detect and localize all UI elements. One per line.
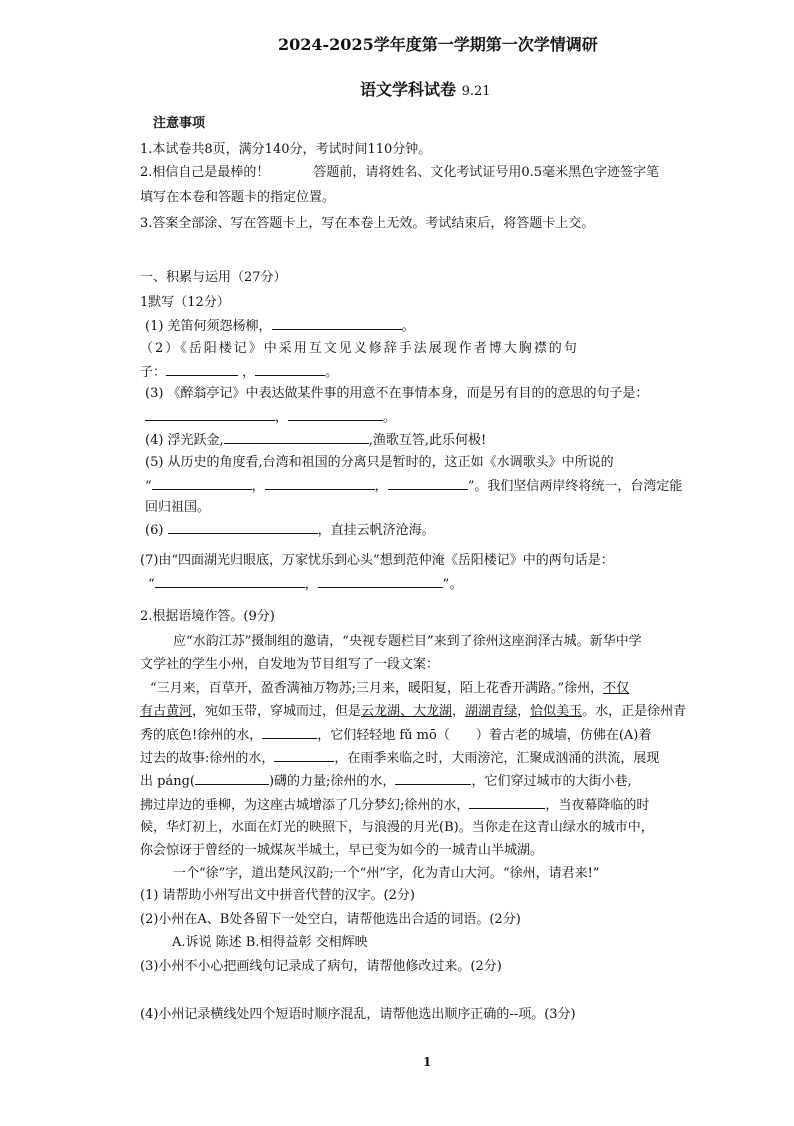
q1-item-4: (4) 浮光跃金, ,渔歌互答,此乐何极!: [145, 430, 486, 451]
q2-sub-2: (2)小州在A、B处各留下一处空白，请帮他选出合适的词语。(2分): [140, 912, 521, 927]
exam-subtitle: [360, 80, 491, 102]
q2-passage-line-3: 秀的底色!徐州的水， ，它们轻轻地 fǔ mō（ ）着古老的城墙，仿佛在(A)着: [140, 725, 651, 746]
answer-blank[interactable]: [145, 407, 275, 421]
q2-passage-line-7: 候，华灯初上，水面在灯光的映照下，与浪漫的月光(B)。当你走在这青山绿水的城市中，: [140, 820, 654, 835]
notice-item-2-body: 答题前，请将姓名、文化考试证号用0.5毫米黑色字迹签字笔: [313, 165, 660, 180]
q2-passage-line-5: 出 páng( )礴的力量;徐州的水， ，它们穿过城市的大街小巷,: [140, 771, 632, 792]
subject-label: 语文学科试卷: [360, 80, 457, 99]
q1-item-7: (7)由“四面湖光归眼底，万家忧乐到心头”想到范仲淹《岳阳楼记》中的两句话是：: [140, 553, 614, 568]
notice-item-2-lead: 2.相信自己是最棒的！: [140, 165, 270, 180]
answer-blank[interactable]: [274, 748, 334, 762]
answer-blank[interactable]: [224, 430, 369, 444]
q2-passage-line-6: 拂过岸边的垂柳，为这座古城增添了几分梦幻;徐州的水， ，当夜幕降临的时: [140, 795, 649, 816]
q1-item-7-blanks: “ ， ”。: [148, 574, 462, 595]
answer-blank[interactable]: [166, 362, 238, 376]
q2-passage-line-9: 一个“徐”字，道出楚风汉韵;一个“州”字，化为青山大河。“徐州，请君来!”: [173, 866, 600, 881]
q1-item-1: (1) 羌笛何须怨杨柳， 。: [145, 316, 415, 337]
answer-blank[interactable]: [395, 771, 471, 785]
section-1-heading: 一、积累与运用（27分）: [140, 270, 287, 285]
q2-passage-line-8: 你会惊讶于曾经的一城煤灰半城土，早已变为如今的一城青山半城湖。: [140, 843, 544, 858]
answer-blank[interactable]: [272, 316, 402, 330]
answer-blank[interactable]: [255, 362, 325, 376]
notice-item-3: 3.答案全部涂、写在答题卡上，写在本卷上无效。考试结束后，将答题卡上交。: [140, 216, 595, 231]
q2-passage-line-1: “三月来，百草开，盈香满袖万物苏;三月来，暖阳复，陌上花香开满路。”徐州，不仅: [150, 681, 630, 696]
notice-item-2: [140, 163, 659, 183]
q1-item-6: (6) ，直挂云帆济沧海。: [145, 520, 435, 541]
exam-title: 2024-2025学年度第一学期第一次学情调研: [278, 35, 598, 54]
q1-item-3-blanks: ， 。: [145, 407, 396, 428]
q2-paragraph-1-cont: 文学社的学生小州，自发地为节目组写了一段文案：: [140, 657, 440, 672]
answer-blank[interactable]: [152, 476, 252, 490]
answer-blank[interactable]: [318, 574, 443, 588]
page-number: 1: [423, 1055, 432, 1069]
answer-blank[interactable]: [388, 476, 468, 490]
notice-heading: 注意事项: [153, 116, 206, 131]
answer-blank[interactable]: [195, 771, 269, 785]
q1-item-2-cont: 子： ， 。: [140, 362, 338, 383]
q2-heading: 2.根据语境作答。(9分): [140, 609, 275, 624]
q1-heading: 1默写（12分）: [140, 295, 230, 310]
answer-blank[interactable]: [262, 725, 317, 739]
answer-blank[interactable]: [155, 574, 305, 588]
notice-item-1: 1.本试卷共8页，满分140分，考试时间110分钟。: [140, 142, 432, 157]
answer-blank[interactable]: [265, 476, 375, 490]
answer-blank[interactable]: [469, 795, 545, 809]
q2-passage-line-2: 有古黄河，宛如玉带，穿城而过，但是云龙湖、大龙湖，湖湖青绿，恰似美玉。水，正是徐州青: [140, 704, 687, 719]
notice-item-2-cont: 填写在本卷和答题卡的指定位置。: [140, 190, 336, 205]
q2-passage-line-4: 过去的故事:徐州的水， ，在雨季来临之时，大雨滂沱，汇聚成汹涌的洪流，展现: [140, 748, 659, 769]
answer-blank[interactable]: [288, 407, 383, 421]
q1-item-5-cont: 回归祖国。: [145, 500, 211, 515]
q1-item-5-blanks: “ ， ， ”。我们坚信两岸终将统一，台湾定能: [145, 476, 682, 497]
q1-item-5: (5) 从历史的角度看,台湾和祖国的分离只是暂时的，这正如《水调歌头》中所说的: [145, 455, 614, 470]
q1-item-3: (3) 《醉翁亭记》中表达做某件事的用意不在事情本身，而是另有目的的意思的句子是：: [145, 386, 649, 401]
q2-paragraph-1: 应“水韵江苏”摄制组的邀请，“央视专题栏目”来到了徐州这座润泽古城。新华中学: [173, 634, 642, 649]
q2-sub-2-options: A.诉说 陈述 B.相得益彰 交相辉映: [172, 935, 368, 950]
q2-sub-3: (3)小州不小心把画线句记录成了病句，请帮他修改过来。(2分): [140, 959, 502, 974]
q2-sub-1: (1) 请帮助小州写出文中拼音代替的汉字。(2分): [140, 888, 415, 903]
answer-blank[interactable]: [168, 520, 318, 534]
q2-sub-4: (4)小州记录横线处四个短语时顺序混乱，请帮他选出顺序正确的--项。(3分): [140, 1007, 576, 1022]
exam-date: 9.21: [461, 84, 491, 99]
q1-item-2: （2）《岳阳楼记》中采用互文见义修辞手法展现作者博大胸襟的句: [140, 341, 579, 356]
